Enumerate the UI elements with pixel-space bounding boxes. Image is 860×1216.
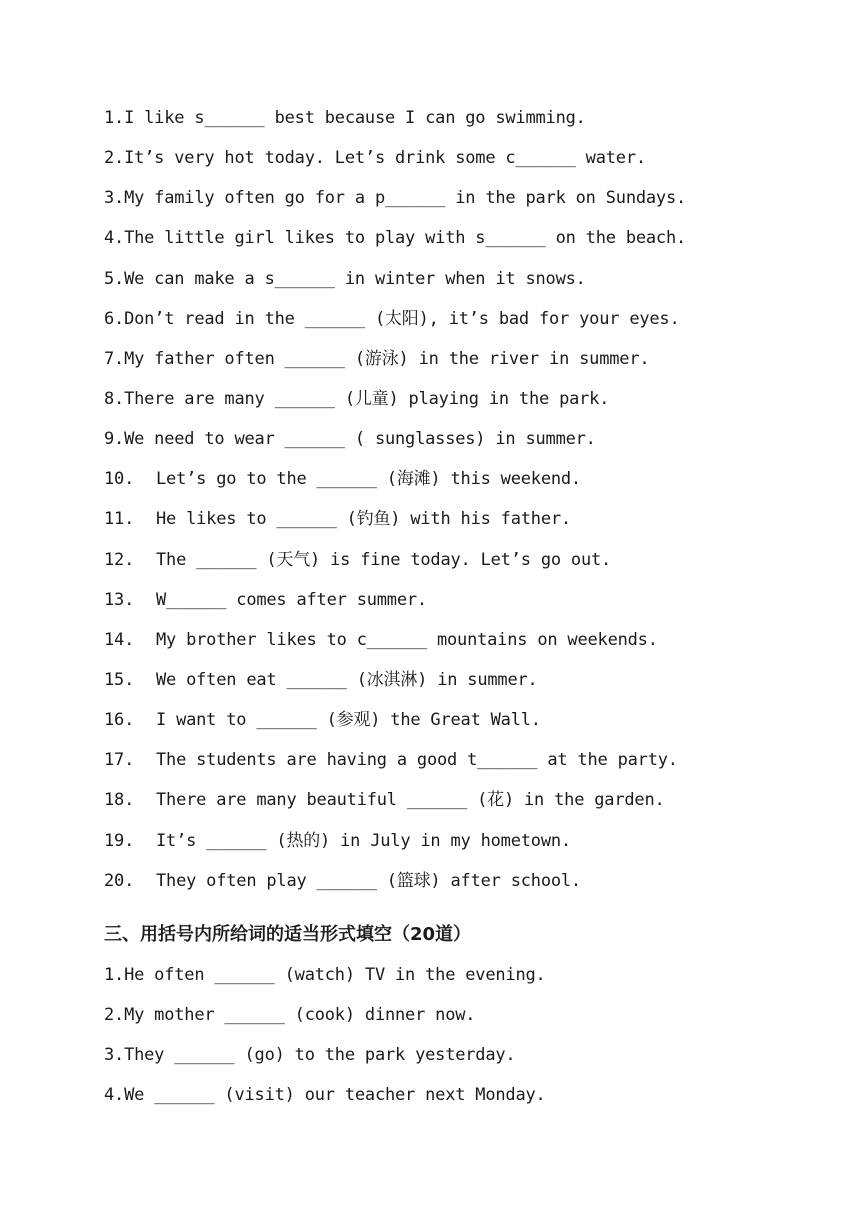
question-text: Don’t read in the ______ (太阳), it’s bad for your eyes. — [124, 309, 680, 329]
section-heading: 三、用括号内所给词的适当形式填空（20道） — [104, 924, 472, 945]
question-text: We need to wear ______ ( sunglasses) in summer. — [124, 429, 596, 449]
question-number: 7. — [104, 349, 125, 369]
question-number: 15. — [104, 670, 135, 690]
question-text: It’s ______ (热的) in July in my hometown. — [156, 831, 571, 851]
question-line — [104, 146, 804, 170]
question-text: We often eat ______ (冰淇淋) in summer. — [156, 670, 538, 690]
question-line — [104, 1043, 804, 1067]
question-number: 6. — [104, 309, 125, 329]
question-number: 5. — [104, 269, 125, 289]
question-text: We can make a s______ in winter when it snows. — [124, 269, 586, 289]
question-line — [104, 1003, 804, 1027]
question-number: 9. — [104, 429, 125, 449]
question-text: They ______ (go) to the park yesterday. — [124, 1045, 516, 1065]
question-number: 16. — [104, 710, 135, 730]
question-text: My family often go for a p______ in the park on Sundays. — [124, 188, 687, 208]
question-line — [104, 307, 804, 331]
question-line — [104, 748, 804, 772]
question-text: The students are having a good t______ at the party. — [156, 750, 678, 770]
question-number: 4. — [104, 228, 125, 248]
question-number: 3. — [104, 1045, 125, 1065]
question-text: My brother likes to c______ mountains on weekends. — [156, 630, 658, 650]
question-line — [104, 267, 804, 291]
question-text: He likes to ______ (钓鱼) with his father. — [156, 509, 571, 529]
question-line — [104, 186, 804, 210]
question-number: 19. — [104, 831, 135, 851]
question-line — [104, 869, 804, 893]
question-number: 1. — [104, 965, 125, 985]
question-line — [104, 963, 804, 987]
question-text: He often ______ (watch) TV in the evening. — [124, 965, 546, 985]
question-number: 11. — [104, 509, 135, 529]
question-text: The ______ (天气) is fine today. Let’s go out. — [156, 550, 612, 570]
question-number: 10. — [104, 469, 135, 489]
question-text: There are many ______ (儿童) playing in the park. — [124, 389, 610, 409]
question-number: 8. — [104, 389, 125, 409]
question-line — [104, 628, 804, 652]
question-number: 2. — [104, 1005, 125, 1025]
question-line — [104, 347, 804, 371]
question-text: I want to ______ (参观) the Great Wall. — [156, 710, 541, 730]
question-number: 20. — [104, 871, 135, 891]
question-number: 14. — [104, 630, 135, 650]
question-text: W______ comes after summer. — [156, 590, 427, 610]
question-line — [104, 106, 804, 130]
question-number: 12. — [104, 550, 135, 570]
question-number: 2. — [104, 148, 125, 168]
question-number: 17. — [104, 750, 135, 770]
question-number: 1. — [104, 108, 125, 128]
question-line — [104, 467, 804, 491]
question-line — [104, 507, 804, 531]
question-line — [104, 829, 804, 853]
question-line — [104, 788, 804, 812]
question-text: Let’s go to the ______ (海滩) this weekend. — [156, 469, 581, 489]
question-text: My mother ______ (cook) dinner now. — [124, 1005, 476, 1025]
question-line — [104, 588, 804, 612]
question-text: We ______ (visit) our teacher next Monday. — [124, 1085, 546, 1105]
question-number: 13. — [104, 590, 135, 610]
question-number: 4. — [104, 1085, 125, 1105]
question-line — [104, 226, 804, 250]
question-text: It’s very hot today. Let’s drink some c______ water. — [124, 148, 646, 168]
question-line — [104, 1083, 804, 1107]
question-line — [104, 427, 804, 451]
question-text: My father often ______ (游泳) in the river in summer. — [124, 349, 650, 369]
question-number: 18. — [104, 790, 135, 810]
question-line — [104, 708, 804, 732]
question-text: There are many beautiful ______ (花) in the garden. — [156, 790, 665, 810]
question-line — [104, 387, 804, 411]
question-line — [104, 548, 804, 572]
question-line — [104, 668, 804, 692]
question-text: They often play ______ (篮球) after school. — [156, 871, 581, 891]
question-text: I like s______ best because I can go swimming. — [124, 108, 586, 128]
question-text: The little girl likes to play with s______ on the beach. — [124, 228, 687, 248]
question-number: 3. — [104, 188, 125, 208]
